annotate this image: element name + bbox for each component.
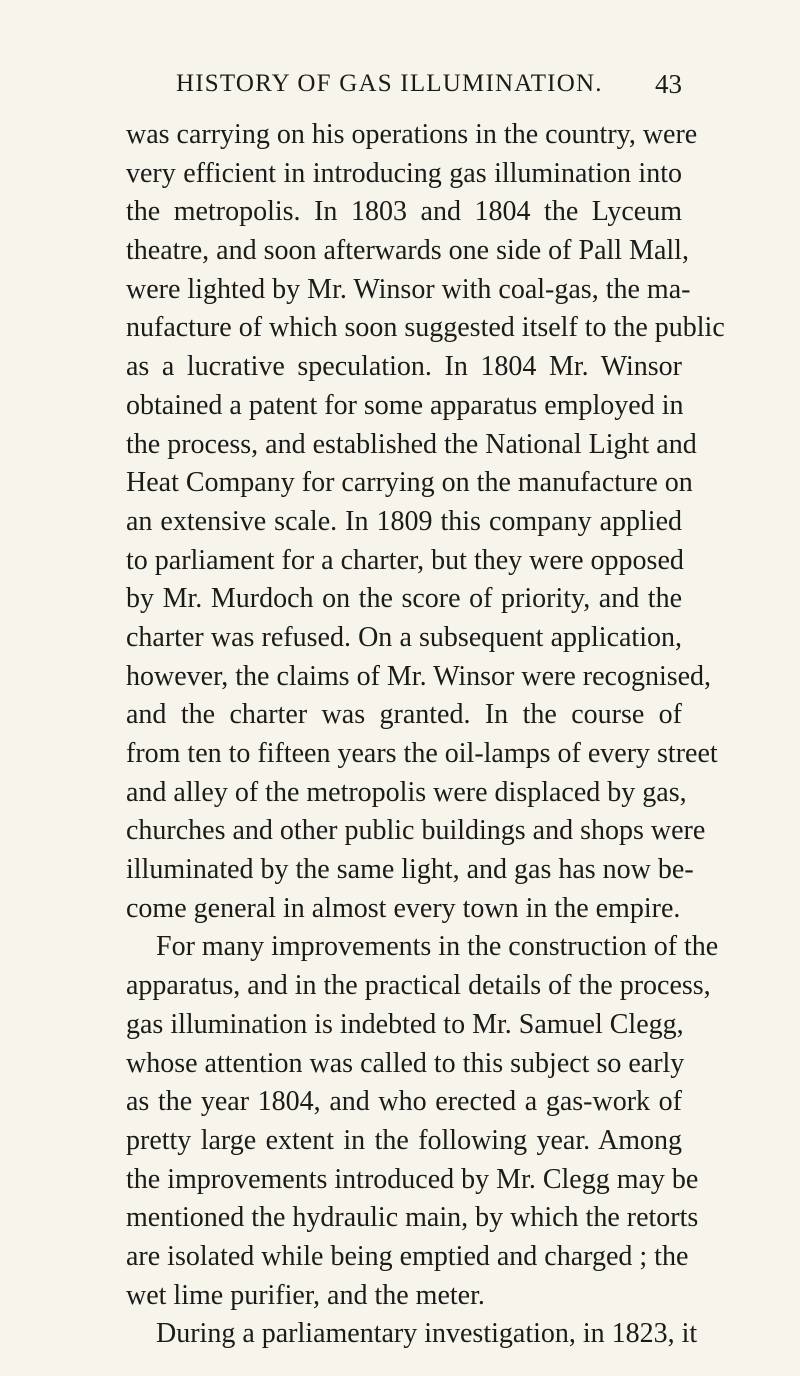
text-line: mentioned the hydraulic main, by which the retorts <box>126 1202 699 1234</box>
text-line: come general in almost every town in the empire. <box>126 892 681 924</box>
text-line: the process, and established the National Light and <box>126 428 697 460</box>
text-line: theatre, and soon afterwards one side of Pall Mall, <box>126 235 689 267</box>
text-line: very efficient in introducing gas illumination into <box>126 157 682 189</box>
text-line: was carrying on his operations in the country, were <box>126 119 698 150</box>
text-line: however, the claims of Mr. Winsor were recognised, <box>126 660 712 692</box>
text-line: charter was refused. On a subsequent application, <box>126 621 682 653</box>
text-line: by Mr. Murdoch on the score of priority, and the <box>126 583 682 615</box>
text-line: nufacture of which soon suggested itself to the public <box>126 312 725 344</box>
paragraph-first-line: During a parliamentary investigation, in 1823, it <box>156 1318 698 1350</box>
text-line: apparatus, and in the practical details of the process, <box>126 970 711 1002</box>
text-line: the metropolis. In 1803 and 1804 the Lyceum <box>126 196 682 228</box>
text-line: Heat Company for carrying on the manufacture on <box>126 467 693 499</box>
text-line: to parliament for a charter, but they were opposed <box>126 544 684 576</box>
text-line: churches and other public buildings and shops were <box>126 815 706 847</box>
text-line: whose attention was called to this subject so early <box>126 1047 685 1079</box>
page-number: 43 <box>655 69 682 99</box>
text-line: illuminated by the same light, and gas has now be- <box>126 854 694 886</box>
text-line: and the charter was granted. In the course of <box>126 699 682 731</box>
text-line: as a lucrative speculation. In 1804 Mr. Winsor <box>126 351 682 383</box>
text-line: as the year 1804, and who erected a gas-work of <box>126 1086 682 1118</box>
running-title: HISTORY OF GAS ILLUMINATION. <box>176 70 603 97</box>
text-line: and alley of the metropolis were displaced by gas, <box>126 776 687 808</box>
text-line: wet lime purifier, and the meter. <box>126 1279 485 1311</box>
text-line: pretty large extent in the following year. Among <box>126 1124 682 1156</box>
paragraph-first-line: For many improvements in the construction of the <box>156 931 719 963</box>
running-head <box>126 64 682 104</box>
text-line: are isolated while being emptied and charged ; the <box>126 1240 689 1272</box>
text-line: gas illumination is indebted to Mr. Samuel Clegg, <box>126 1008 684 1040</box>
body-text <box>126 116 725 1354</box>
text-line: an extensive scale. In 1809 this company applied <box>126 505 682 537</box>
text-line: from ten to fifteen years the oil-lamps of every street <box>126 738 718 769</box>
text-line: the improvements introduced by Mr. Clegg may be <box>126 1163 699 1195</box>
text-line: were lighted by Mr. Winsor with coal-gas, the ma- <box>126 273 691 305</box>
text-line: obtained a patent for some apparatus employed in <box>126 389 684 421</box>
